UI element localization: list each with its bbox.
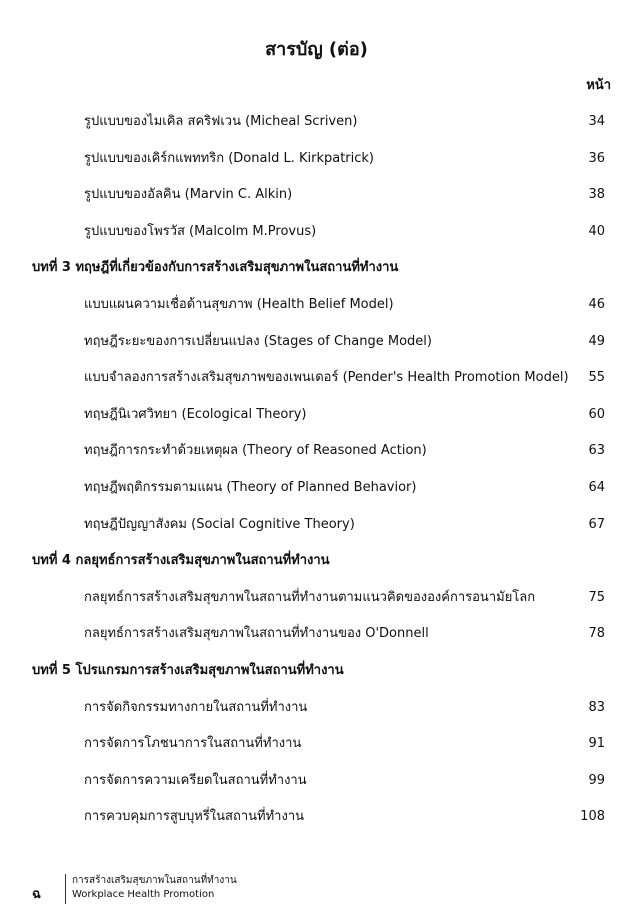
toc-entry	[84, 476, 605, 496]
toc-entry	[84, 147, 605, 167]
toc-entry	[84, 586, 605, 606]
toc-entry	[84, 403, 605, 423]
toc-entry-title: ทฤษฎีนิเวศวิทยา (Ecological Theory)	[84, 407, 307, 422]
toc-entry	[84, 330, 605, 350]
page-column-label: หน้า	[586, 78, 611, 93]
toc-entry-page: 49	[588, 334, 605, 349]
toc-entry-title: รูปแบบของโพรวัส (Malcolm M.Provus)	[84, 224, 317, 239]
toc-entry-page: 63	[588, 443, 605, 458]
toc-entry-title: ทฤษฎีพฤติกรรมตามแผน (Theory of Planned Behavior)	[84, 480, 417, 495]
toc-entry-title: การควบคุมการสูบบุหรี่ในสถานที่ทำงาน	[84, 809, 305, 824]
toc-entry	[84, 110, 605, 130]
toc-entry-page: 91	[588, 736, 605, 751]
toc-entry-page: 99	[588, 773, 605, 788]
toc-entry-title: ทฤษฎีระยะของการเปลี่ยนแปลง (Stages of Change Model)	[84, 334, 432, 349]
toc-entry-page: 40	[588, 224, 605, 239]
toc-entry	[84, 513, 605, 533]
toc-entry-title: การจัดการโภชนาการในสถานที่ทำงาน	[84, 736, 302, 751]
footer-book-title	[72, 874, 237, 902]
toc-entry-page: 46	[588, 297, 605, 312]
toc-entry-title: ทฤษฎีการกระทำด้วยเหตุผล (Theory of Reasoned Action)	[84, 443, 427, 458]
toc-entry-title: รูปแบบของอัลคิน (Marvin C. Alkin)	[84, 187, 293, 202]
toc-entry	[84, 220, 605, 240]
toc-entry-title: กลยุทธ์การสร้างเสริมสุขภาพในสถานที่ทำงานตามแนวคิดขององค์การอนามัยโลก	[84, 590, 536, 605]
toc-entry-title: แบบแผนความเชื่อด้านสุขภาพ (Health Belief Model)	[84, 297, 394, 312]
toc-entry	[84, 622, 605, 642]
toc-chapter-heading: บทที่ 5 โปรแกรมการสร้างเสริมสุขภาพในสถานที่ทำงาน	[32, 663, 344, 678]
toc-entry	[84, 183, 605, 203]
toc-entry-page: 78	[588, 626, 605, 641]
toc-entry	[84, 732, 605, 752]
toc-entry	[84, 805, 605, 825]
toc-entry-page: 83	[588, 700, 605, 715]
toc-entry	[84, 293, 605, 313]
toc-entry-title: แบบจำลองการสร้างเสริมสุขภาพของเพนเดอร์ (Pender's Health Promotion Model)	[84, 370, 569, 385]
toc-entry	[84, 696, 605, 716]
toc-entry-page: 108	[580, 809, 605, 824]
toc-entry-page: 36	[588, 151, 605, 166]
toc-entry-page: 38	[588, 187, 605, 202]
toc-entry-title: รูปแบบของไมเคิล สคริฟเวน (Micheal Scriven)	[84, 114, 358, 129]
toc-entry	[84, 366, 605, 386]
toc-entry-page: 64	[588, 480, 605, 495]
toc-entry-title: การจัดการความเครียดในสถานที่ทำงาน	[84, 773, 307, 788]
toc-entry-title: รูปแบบของเคิร์กแพททริก (Donald L. Kirkpatrick)	[84, 151, 374, 166]
toc-entry-title: การจัดกิจกรรมทางกายในสถานที่ทำงาน	[84, 700, 308, 715]
page-title: สารบัญ (ต่อ)	[265, 39, 368, 60]
toc-entry-page: 34	[588, 114, 605, 129]
toc-entry-page: 55	[588, 370, 605, 385]
footer-book-title-en: Workplace Health Promotion	[72, 889, 215, 900]
footer-divider	[65, 874, 66, 904]
toc-entry-page: 67	[588, 517, 605, 532]
toc-entry	[84, 769, 605, 789]
footer-book-title-th: การสร้างเสริมสุขภาพในสถานที่ทำงาน	[72, 875, 237, 886]
toc-entry	[84, 439, 605, 459]
toc-entry-page: 60	[588, 407, 605, 422]
toc-chapter-heading: บทที่ 3 ทฤษฎีที่เกี่ยวข้องกับการสร้างเสริมสุขภาพในสถานที่ทำงาน	[32, 260, 399, 275]
toc-chapter-heading: บทที่ 4 กลยุทธ์การสร้างเสริมสุขภาพในสถานที่ทำงาน	[32, 553, 330, 568]
toc-entry-page: 75	[588, 590, 605, 605]
toc-entry-title: กลยุทธ์การสร้างเสริมสุขภาพในสถานที่ทำงานของ O'Donnell	[84, 626, 429, 641]
toc-entry-title: ทฤษฎีปัญญาสังคม (Social Cognitive Theory)	[84, 517, 355, 532]
footer-page-letter: ฉ	[32, 887, 41, 902]
